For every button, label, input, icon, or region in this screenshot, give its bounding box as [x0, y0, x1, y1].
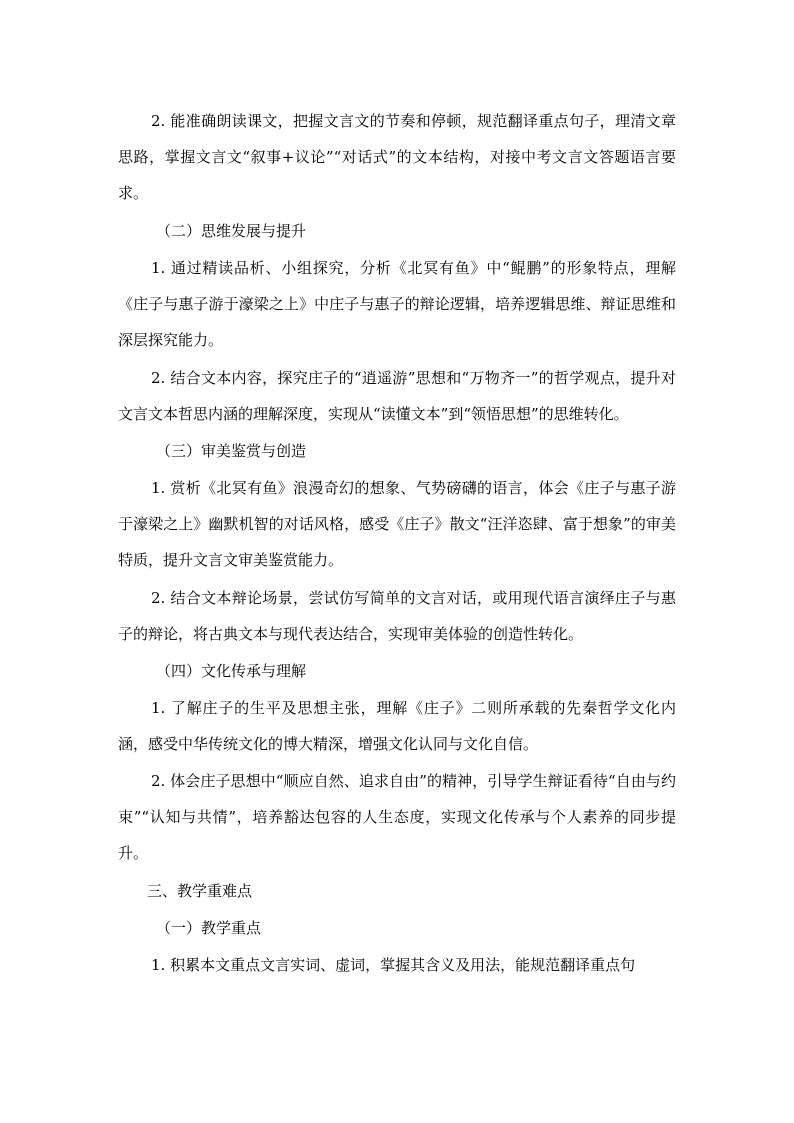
paragraph-focus-1: 1. 积累本文重点文言实词、虚词，掌握其含义及用法，能规范翻译重点句 — [151, 956, 636, 974]
section-heading-culture: （四）文化传承与理解 — [156, 662, 307, 680]
paragraph-culture-2: 2. 体会庄子思想中“顺应自然、追求自由”的精神，引导学生辩证看待“自由与约束”“认知与共情”，培养豁达包容的人生态度，实现文化传承与个人素养的同步提升。 — [118, 772, 676, 862]
section-heading-thinking: （二）思维发展与提升 — [156, 222, 307, 240]
paragraph-culture-1: 1. 了解庄子的生平及思想主张，理解《庄子》二则所承载的先秦哲学文化内涵，感受中华传统文化的博大精深，增强文化认同与文化自信。 — [118, 699, 676, 753]
section-heading-key-points: 三、教学重难点 — [147, 882, 253, 900]
document-body — [118, 103, 676, 1023]
section-heading-teaching-focus: （一）教学重点 — [156, 919, 262, 937]
paragraph-aesthetics-2: 2. 结合文本辩论场景，尝试仿写简单的文言对话，或用现代语言演绎庄子与惠子的辩论，将古典文本与现代表达结合，实现审美体验的创造性转化。 — [118, 589, 676, 643]
paragraph-thinking-1: 1. 通过精读品析、小组探究，分析《北冥有鱼》中“鲲鹏”的形象特点，理解《庄子与惠子游于濠梁之上》中庄子与惠子的辩论逻辑，培养逻辑思维、辩证思维和深层探究能力。 — [118, 259, 676, 349]
paragraph-thinking-2: 2. 结合文本内容，探究庄子的“逍遥游”思想和“万物齐一”的哲学观点，提升对文言文本哲思内涵的理解深度，实现从“读懂文本”到“领悟思想”的思维转化。 — [118, 369, 676, 423]
paragraph-aesthetics-1: 1. 赏析《北冥有鱼》浪漫奇幻的想象、气势磅礴的语言，体会《庄子与惠子游于濠梁之上》幽默机智的对话风格，感受《庄子》散文“汪洋恣肆、富于想象”的审美特质，提升文言文审美鉴赏能力。 — [118, 479, 676, 569]
paragraph-reading-goal: 2. 能准确朗读课文，把握文言文的节奏和停顿，规范翻译重点句子，理清文章思路，掌握文言文“叙事+议论”“对话式”的文本结构，对接中考文言文答题语言要求。 — [118, 112, 676, 202]
section-heading-aesthetics: （三）审美鉴赏与创造 — [156, 442, 307, 460]
